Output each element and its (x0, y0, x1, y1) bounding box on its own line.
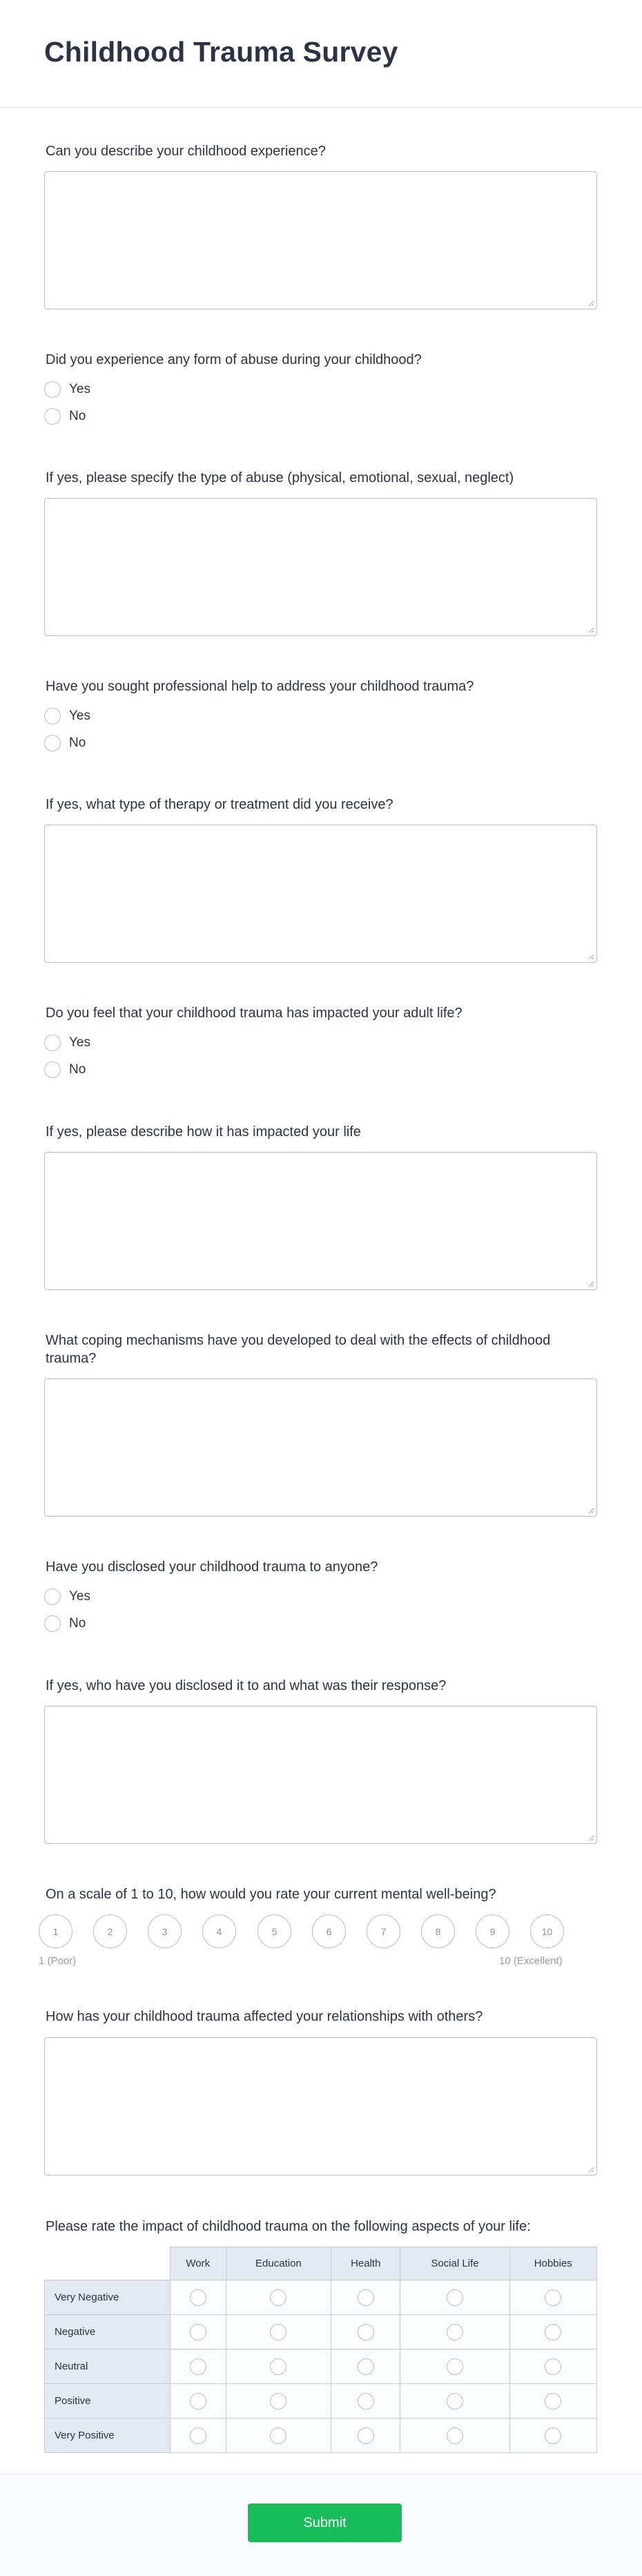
matrix-column-header: Social Life (400, 2247, 509, 2280)
question-coping-mechanisms-label: What coping mechanisms have you developed to deal with the effects of childhood trauma? (46, 1333, 551, 1366)
matrix-radio[interactable] (270, 2289, 286, 2306)
matrix-cell (509, 2349, 596, 2384)
abuse-yes-option[interactable] (44, 381, 90, 398)
matrix-radio[interactable] (190, 2324, 206, 2340)
matrix-radio[interactable] (545, 2324, 561, 2340)
help-yes-option[interactable] (44, 707, 90, 725)
therapy-type-textarea[interactable] (44, 825, 597, 963)
scale-option-1[interactable]: 1 (39, 1914, 72, 1948)
matrix-radio[interactable] (545, 2428, 561, 2444)
matrix-cell (226, 2349, 331, 2384)
matrix-radio[interactable] (447, 2358, 463, 2375)
radio-label: Yes (69, 709, 90, 723)
matrix-corner (45, 2247, 171, 2280)
disclosed-no-option[interactable] (44, 1615, 86, 1633)
matrix-cell (171, 2315, 226, 2349)
question-childhood-experience-label: Can you describe your childhood experience? (46, 144, 326, 159)
radio-label: No (69, 1616, 86, 1631)
submit-button[interactable]: Submit (248, 2503, 402, 2542)
matrix-radio[interactable] (270, 2324, 286, 2340)
radio-circle[interactable] (44, 1588, 61, 1605)
matrix-row (45, 2315, 597, 2349)
scale-option-5[interactable]: 5 (257, 1914, 291, 1948)
form-title: Childhood Trauma Survey (44, 36, 398, 68)
matrix-row-label: Neutral (45, 2349, 171, 2384)
matrix-cell (226, 2315, 331, 2349)
question-impact-matrix-label: Please rate the impact of childhood trauma on the following aspects of your life: (46, 2219, 531, 2234)
radio-label: No (69, 409, 86, 423)
coping-mechanisms-textarea[interactable] (44, 1378, 597, 1517)
question-therapy-type-label: If yes, what type of therapy or treatment did you receive? (46, 797, 393, 812)
abuse-no-option[interactable] (44, 407, 86, 425)
radio-label: No (69, 736, 86, 750)
matrix-cell (331, 2349, 400, 2384)
matrix-radio[interactable] (190, 2358, 206, 2375)
scale-option-3[interactable]: 3 (148, 1914, 182, 1948)
matrix-cell (400, 2419, 509, 2453)
matrix-row-label: Positive (45, 2384, 171, 2419)
disclosure-response-textarea[interactable] (44, 1706, 597, 1844)
matrix-cell (400, 2384, 509, 2419)
question-disclosure-response-label: If yes, who have you disclosed it to and what was their response? (46, 1678, 447, 1693)
matrix-radio[interactable] (447, 2289, 463, 2306)
radio-circle[interactable] (44, 381, 61, 398)
impact-matrix (44, 2247, 597, 2453)
disclosed-yes-option[interactable] (44, 1588, 90, 1606)
matrix-radio[interactable] (545, 2358, 561, 2375)
radio-circle[interactable] (44, 408, 61, 425)
radio-circle[interactable] (44, 735, 61, 751)
question-adult-life-impact-label: Do you feel that your childhood trauma has impacted your adult life? (46, 1006, 463, 1021)
help-no-option[interactable] (44, 734, 86, 752)
matrix-radio[interactable] (190, 2393, 206, 2410)
matrix-radio[interactable] (190, 2428, 206, 2444)
matrix-row (45, 2384, 597, 2419)
matrix-column-header: Health (331, 2247, 400, 2280)
matrix-radio[interactable] (190, 2289, 206, 2306)
question-disclosed-label: Have you disclosed your childhood trauma to anyone? (46, 1559, 378, 1575)
radio-label: Yes (69, 382, 90, 396)
resize-grip-icon[interactable] (588, 1508, 594, 1514)
resize-grip-icon[interactable] (588, 1835, 594, 1841)
matrix-cell (331, 2315, 400, 2349)
question-professional-help-label: Have you sought professional help to address your childhood trauma? (46, 679, 474, 694)
matrix-cell (509, 2280, 596, 2315)
radio-label: Yes (69, 1589, 90, 1604)
matrix-row-label: Very Positive (45, 2419, 171, 2453)
scale-option-2[interactable]: 2 (93, 1914, 127, 1948)
radio-circle[interactable] (44, 708, 61, 724)
scale-option-10[interactable]: 10 (530, 1914, 564, 1948)
matrix-column-header: Education (226, 2247, 331, 2280)
matrix-radio[interactable] (358, 2358, 374, 2375)
matrix-cell (331, 2419, 400, 2453)
question-relationships-label: How has your childhood trauma affected your relationships with others? (46, 2009, 483, 2024)
scale-option-9[interactable]: 9 (476, 1914, 509, 1948)
question-abuse-label: Did you experience any form of abuse during your childhood? (46, 352, 422, 367)
matrix-radio[interactable] (270, 2428, 286, 2444)
abuse-type-textarea[interactable] (44, 498, 597, 636)
matrix-row (45, 2419, 597, 2453)
matrix-radio[interactable] (358, 2289, 374, 2306)
matrix-row-label: Negative (45, 2315, 171, 2349)
scale-low-label: 1 (Poor) (39, 1955, 77, 1967)
matrix-radio[interactable] (358, 2393, 374, 2410)
matrix-cell (400, 2315, 509, 2349)
matrix-radio[interactable] (545, 2289, 561, 2306)
matrix-cell (509, 2419, 596, 2453)
question-wellbeing-scale-label: On a scale of 1 to 10, how would you rate your current mental well-being? (46, 1887, 496, 1902)
question-impact-description-label: If yes, please describe how it has impacted your life (46, 1124, 361, 1140)
matrix-radio[interactable] (447, 2393, 463, 2410)
matrix-cell (171, 2419, 226, 2453)
scale-option-7[interactable]: 7 (367, 1914, 400, 1948)
radio-circle[interactable] (44, 1035, 61, 1051)
radio-label: Yes (69, 1035, 90, 1050)
matrix-row (45, 2280, 597, 2315)
matrix-header-row (45, 2247, 597, 2280)
matrix-cell (171, 2384, 226, 2419)
question-abuse-type-label: If yes, please specify the type of abuse (physical, emotional, sexual, neglect) (46, 470, 514, 486)
matrix-cell (171, 2349, 226, 2384)
matrix-cell (331, 2384, 400, 2419)
matrix-cell (509, 2315, 596, 2349)
scale-high-label: 10 (Excellent) (499, 1955, 563, 1967)
impact-no-option[interactable] (44, 1061, 86, 1079)
scale-option-8[interactable]: 8 (421, 1914, 455, 1948)
radio-label: No (69, 1062, 86, 1077)
matrix-cell (509, 2384, 596, 2419)
impact-yes-option[interactable] (44, 1034, 90, 1052)
matrix-cell (171, 2280, 226, 2315)
childhood-experience-textarea[interactable] (44, 171, 597, 309)
relationships-textarea[interactable] (44, 2037, 597, 2175)
resize-grip-icon[interactable] (588, 1281, 594, 1287)
scale-option-4[interactable]: 4 (202, 1914, 236, 1948)
radio-circle[interactable] (44, 1061, 61, 1078)
radio-circle[interactable] (44, 1615, 61, 1632)
matrix-cell (226, 2384, 331, 2419)
matrix-radio[interactable] (270, 2393, 286, 2410)
matrix-radio[interactable] (358, 2428, 374, 2444)
matrix-cell (226, 2280, 331, 2315)
matrix-radio[interactable] (447, 2428, 463, 2444)
resize-grip-icon[interactable] (588, 627, 594, 633)
resize-grip-icon[interactable] (588, 954, 594, 960)
matrix-cell (226, 2419, 331, 2453)
matrix-radio[interactable] (545, 2393, 561, 2410)
resize-grip-icon[interactable] (588, 300, 594, 307)
matrix-radio[interactable] (358, 2324, 374, 2340)
matrix-radio[interactable] (447, 2324, 463, 2340)
matrix-cell (400, 2280, 509, 2315)
matrix-column-header: Hobbies (509, 2247, 596, 2280)
scale-option-6[interactable]: 6 (312, 1914, 346, 1948)
impact-description-textarea[interactable] (44, 1152, 597, 1290)
matrix-cell (400, 2349, 509, 2384)
matrix-row-label: Very Negative (45, 2280, 171, 2315)
resize-grip-icon[interactable] (588, 2166, 594, 2173)
matrix-radio[interactable] (270, 2358, 286, 2375)
form-header (0, 0, 642, 108)
matrix-cell (331, 2280, 400, 2315)
matrix-column-header: Work (171, 2247, 226, 2280)
matrix-row (45, 2349, 597, 2384)
